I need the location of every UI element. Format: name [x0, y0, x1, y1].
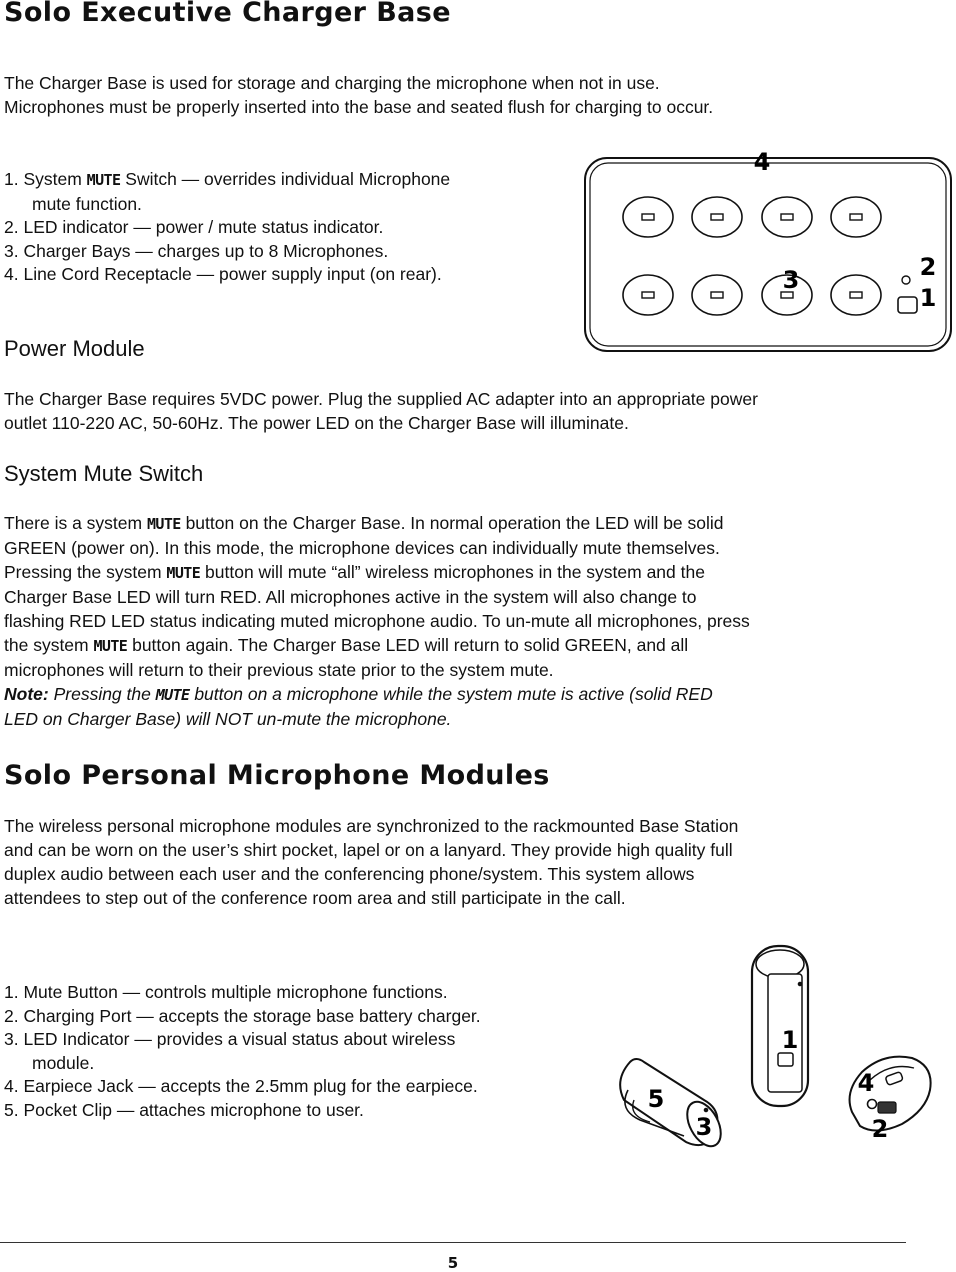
- charger-intro-line: Microphones must be properly inserted into the base and seated flush for charging to occur.: [4, 97, 714, 117]
- microphone-intro: [4, 814, 738, 910]
- charger-base-figure: [580, 150, 956, 355]
- list-item: 1. Mute Button — controls multiple microphone functions.: [4, 982, 448, 1002]
- callout-3: 3: [695, 1113, 713, 1141]
- section-title-charger-base: Solo Executive Charger Base: [4, 0, 451, 28]
- list-item: 2. LED indicator — power / mute status indicator.: [4, 217, 384, 237]
- list-item: 3. LED Indicator — provides a visual status about wireless: [4, 1029, 456, 1049]
- paragraph-line: GREEN (power on). In this mode, the microphone devices can individually mute themselves.: [4, 538, 720, 558]
- mute-switch-heading: System Mute Switch: [4, 461, 204, 486]
- paragraph-line: outlet 110-220 AC, 50-60Hz. The power LED on the Charger Base will illuminate.: [4, 413, 629, 433]
- mute-button: [778, 1053, 793, 1066]
- microphone-parts-list: [4, 981, 481, 1122]
- charger-parts-list: [4, 168, 450, 287]
- list-item: 2. Charging Port — accepts the storage base battery charger.: [4, 1005, 481, 1026]
- list-item: 4. Line Cord Receptacle — power supply input (on rear).: [4, 264, 442, 284]
- callout-2: 2: [919, 253, 937, 281]
- note-line: LED on Charger Base) will NOT un-mute the microphone.: [4, 709, 452, 729]
- list-item: 4. Earpiece Jack — accepts the 2.5mm plug for the earpiece.: [4, 1076, 478, 1096]
- callout-4: 4: [857, 1069, 875, 1097]
- callout-1: 1: [919, 284, 937, 312]
- microphone-modules-figure: [600, 940, 945, 1155]
- paragraph-line: and can be worn on the user’s shirt pocket, lapel or on a lanyard. They provide high quality full: [4, 840, 733, 860]
- charger-intro-line: The Charger Base is used for storage and charging the microphone when not in use.: [4, 73, 660, 93]
- charging-port: [878, 1102, 896, 1113]
- mute-keyword: MUTE: [93, 637, 128, 655]
- paragraph-line: There is a system MUTE button on the Charger Base. In normal operation the LED will be solid: [4, 513, 724, 533]
- list-item-continuation: mute function.: [32, 193, 142, 214]
- list-item: 1. System MUTE Switch — overrides individual Microphone: [4, 169, 451, 189]
- paragraph-line: The wireless personal microphone modules are synchronized to the rackmounted Base Station: [4, 816, 739, 836]
- paragraph-line: duplex audio between each user and the conferencing phone/system. This system allows: [4, 864, 695, 884]
- mute-keyword: MUTE: [146, 515, 181, 533]
- paragraph-line: Charger Base LED will turn RED. All microphones active in the system will also change to: [4, 587, 697, 607]
- mute-keyword: MUTE: [166, 564, 201, 582]
- mute-keyword: MUTE: [155, 686, 190, 704]
- power-module-heading: Power Module: [4, 336, 145, 361]
- callout-3: 3: [782, 266, 800, 294]
- note-line: Note: Pressing the MUTE button on a microphone while the system mute is active (solid RED: [4, 684, 713, 704]
- page-number: 5: [447, 1254, 459, 1272]
- charger-intro: [4, 71, 713, 119]
- footer-divider: [0, 1242, 906, 1243]
- note-label: Note:: [4, 684, 49, 704]
- list-item: 5. Pocket Clip — attaches microphone to user.: [4, 1099, 364, 1120]
- callout-4: 4: [753, 150, 771, 176]
- mute-keyword: MUTE: [86, 171, 121, 189]
- paragraph-line: Pressing the system MUTE button will mute “all” wireless microphones in the system and the: [4, 562, 705, 582]
- callout-2: 2: [871, 1115, 889, 1143]
- list-item: 3. Charger Bays — charges up to 8 Microphones.: [4, 240, 389, 261]
- mute-switch: [898, 297, 917, 313]
- paragraph-line: microphones will return to their previous state prior to the system mute.: [4, 660, 554, 680]
- mute-switch-text: [4, 511, 750, 731]
- power-module-text: [4, 387, 758, 435]
- callout-1: 1: [781, 1026, 799, 1054]
- led-indicator: [902, 276, 910, 284]
- paragraph-line: flashing RED LED status indicating muted microphone audio. To un-mute all microphones, press: [4, 611, 750, 631]
- paragraph-line: attendees to step out of the conference room area and still participate in the call.: [4, 888, 626, 908]
- paragraph-line: the system MUTE button again. The Charger Base LED will return to solid GREEN, and all: [4, 635, 689, 655]
- microphone-front-view: [752, 946, 808, 1106]
- earpiece-jack: [868, 1100, 877, 1109]
- list-item-continuation: module.: [32, 1052, 95, 1073]
- paragraph-line: The Charger Base requires 5VDC power. Plug the supplied AC adapter into an appropriate power: [4, 389, 758, 409]
- section-title-microphone-modules: Solo Personal Microphone Modules: [4, 760, 550, 791]
- callout-5: 5: [647, 1085, 665, 1113]
